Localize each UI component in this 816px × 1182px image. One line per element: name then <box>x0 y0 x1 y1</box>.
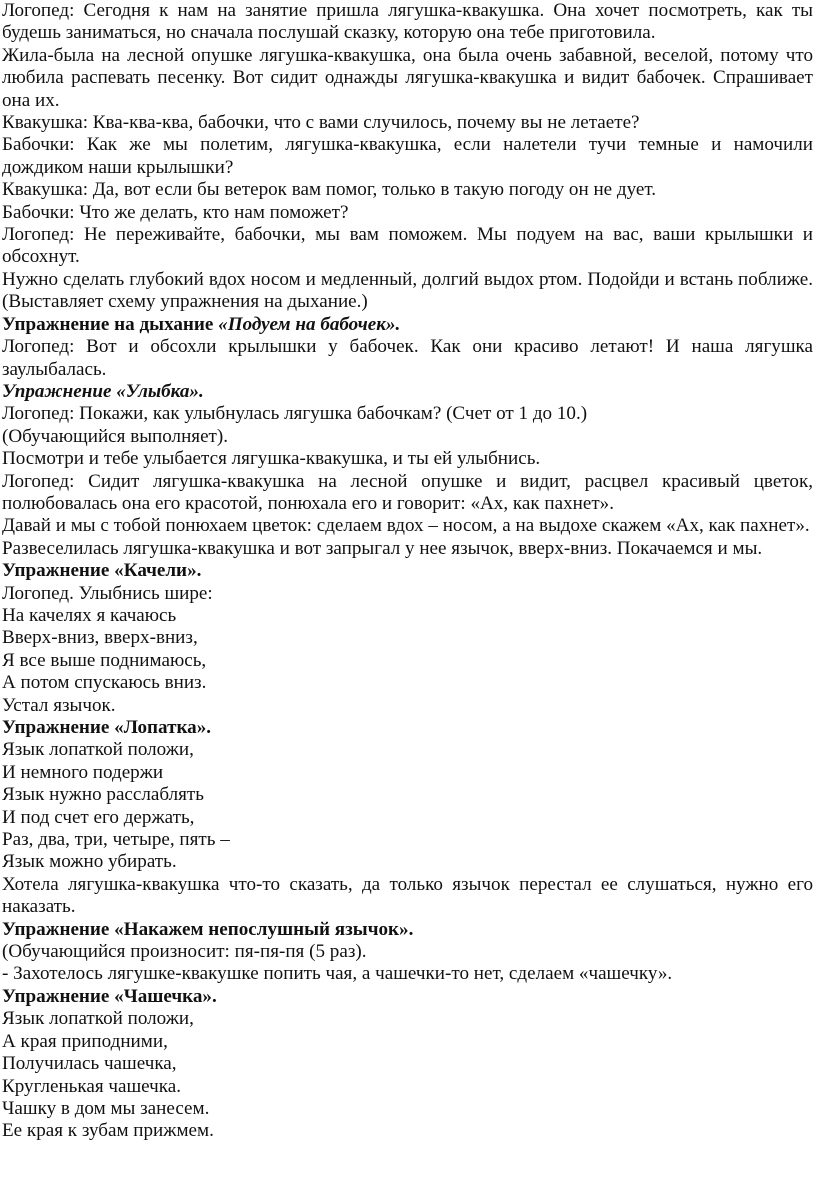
heading-breathing-exercise <box>2 314 813 336</box>
poem-spatula-line-4: И под счет его держать, <box>2 806 195 828</box>
poem-swing-line-2: Вверх-вниз, вверх-вниз, <box>2 627 198 649</box>
poem-cup-line-4: Кругленькая чашечка. <box>2 1075 182 1097</box>
heading-punish-tongue-exercise: Упражнение «Накажем непослушный язычок». <box>2 918 414 940</box>
paragraph-logoped-intro: Логопед: Сегодня к нам на занятие пришла лягушка-квакушка. Она хочет посмотреть, как ты будешь заниматься, но сначала послушай сказку, которую она тебе приготовила. <box>2 0 813 44</box>
paragraph-pya-pya: (Обучающийся произносит: пя-пя-пя (5 раз). <box>2 941 367 963</box>
heading-smile-exercise: Упражнение «Улыбка». <box>2 380 204 402</box>
paragraph-butterflies-help: Бабочки: Что же делать, кто нам поможет? <box>2 201 349 223</box>
paragraph-flower: Логопед: Сидит лягушка-квакушка на лесной опушке и видит, расцвел красивый цветок, полюбовалась она его красотой, понюхала его и говорит: «Ах, как пахнет». <box>2 470 813 514</box>
heading-swing-exercise: Упражнение «Качели». <box>2 560 202 582</box>
poem-swing-line-1: На качелях я качаюсь <box>2 604 177 626</box>
paragraph-smile-back: Посмотри и тебе улыбается лягушка-квакушка, и ты ей улыбнись. <box>2 448 541 470</box>
paragraph-breathing-instruction: Нужно сделать глубокий вдох носом и медленный, долгий выдох ртом. Подойди и встань поближе. (Выставляет схему упражнения на дыхание.) <box>2 268 813 313</box>
poem-cup-line-6: Ее края к зубам прижмем. <box>2 1120 214 1142</box>
poem-spatula-line-1: Язык лопаткой положи, <box>2 739 194 761</box>
poem-cup-line-1: Язык лопаткой положи, <box>2 1008 194 1030</box>
poem-cup-line-2: А края приподними, <box>2 1030 168 1052</box>
poem-swing-line-3: Я все выше поднимаюсь, <box>2 649 207 671</box>
heading-breathing-label: Упражнение на дыхание <box>2 313 219 335</box>
poem-cup-line-5: Чашку в дом мы занесем. <box>2 1097 210 1119</box>
paragraph-story-opening: Жила-была на лесной опушке лягушка-квакушка, она была очень забавной, веселой, потому что любила распевать песенку. Вот сидит однажды лягушка-квакушка и видит бабочек. Спрашивает она их. <box>2 44 813 111</box>
paragraph-smell-flower: Давай и мы с тобой понюхаем цветок: сделаем вдох – носом, а на выдохе скажем «Ах, как пахнет». <box>2 515 810 537</box>
paragraph-tongue-jumped: Развеселилась лягушка-квакушка и вот запрыгал у нее язычок, вверх-вниз. Покачаемся и мы. <box>2 537 763 559</box>
paragraph-show-smile: Логопед: Покажи, как улыбнулась лягушка бабочкам? (Счет от 1 до 10.) <box>2 403 588 425</box>
poem-cup-line-3: Получилась чашечка, <box>2 1053 177 1075</box>
paragraph-wings-dried: Логопед: Вот и обсохли крылышки у бабочек. Как они красиво летают! И наша лягушка заулыбалась. <box>2 336 813 380</box>
paragraph-logoped-reassure: Логопед: Не переживайте, бабочки, мы вам поможем. Мы подуем на вас, ваши крылышки и обсохнут. <box>2 224 813 268</box>
poem-swing-line-4: А потом спускаюсь вниз. <box>2 672 207 694</box>
paragraph-smile-wider: Логопед. Улыбнись шире: <box>2 582 213 604</box>
paragraph-kvakushka-question: Квакушка: Ква-ква-ква, бабочки, что с вами случилось, почему вы не летаете? <box>2 112 640 134</box>
paragraph-butterflies-answer: Бабочки: Как же мы полетим, лягушка-квакушка, если налетели тучи темные и намочили дождиком наши крылышки? <box>2 134 813 178</box>
paragraph-kvakushka-wind: Квакушка: Да, вот если бы ветерок вам помог, только в такую погоду он не дует. <box>2 179 657 201</box>
poem-spatula-line-6: Язык можно убирать. <box>2 851 177 873</box>
heading-spatula-exercise: Упражнение «Лопатка». <box>2 717 212 738</box>
poem-spatula-line-3: Язык нужно расслаблять <box>2 784 204 806</box>
paragraph-tongue-disobeys: Хотела лягушка-квакушка что-то сказать, да только язычок перестал ее слушаться, нужно его наказать. <box>2 873 813 918</box>
paragraph-tongue-tired: Устал язычок. <box>2 694 116 716</box>
paragraph-student-performs: (Обучающийся выполняет). <box>2 425 229 447</box>
heading-cup-exercise: Упражнение «Чашечка». <box>2 985 217 1007</box>
heading-breathing-title: «Подуем на бабочек». <box>218 313 401 335</box>
poem-spatula-line-2: И немного подержи <box>2 761 164 783</box>
paragraph-tea-cup: - Захотелось лягушке-квакушке попить чая, а чашечки-то нет, сделаем «чашечку». <box>2 963 673 985</box>
poem-spatula-line-5: Раз, два, три, четыре, пять – <box>2 829 230 851</box>
